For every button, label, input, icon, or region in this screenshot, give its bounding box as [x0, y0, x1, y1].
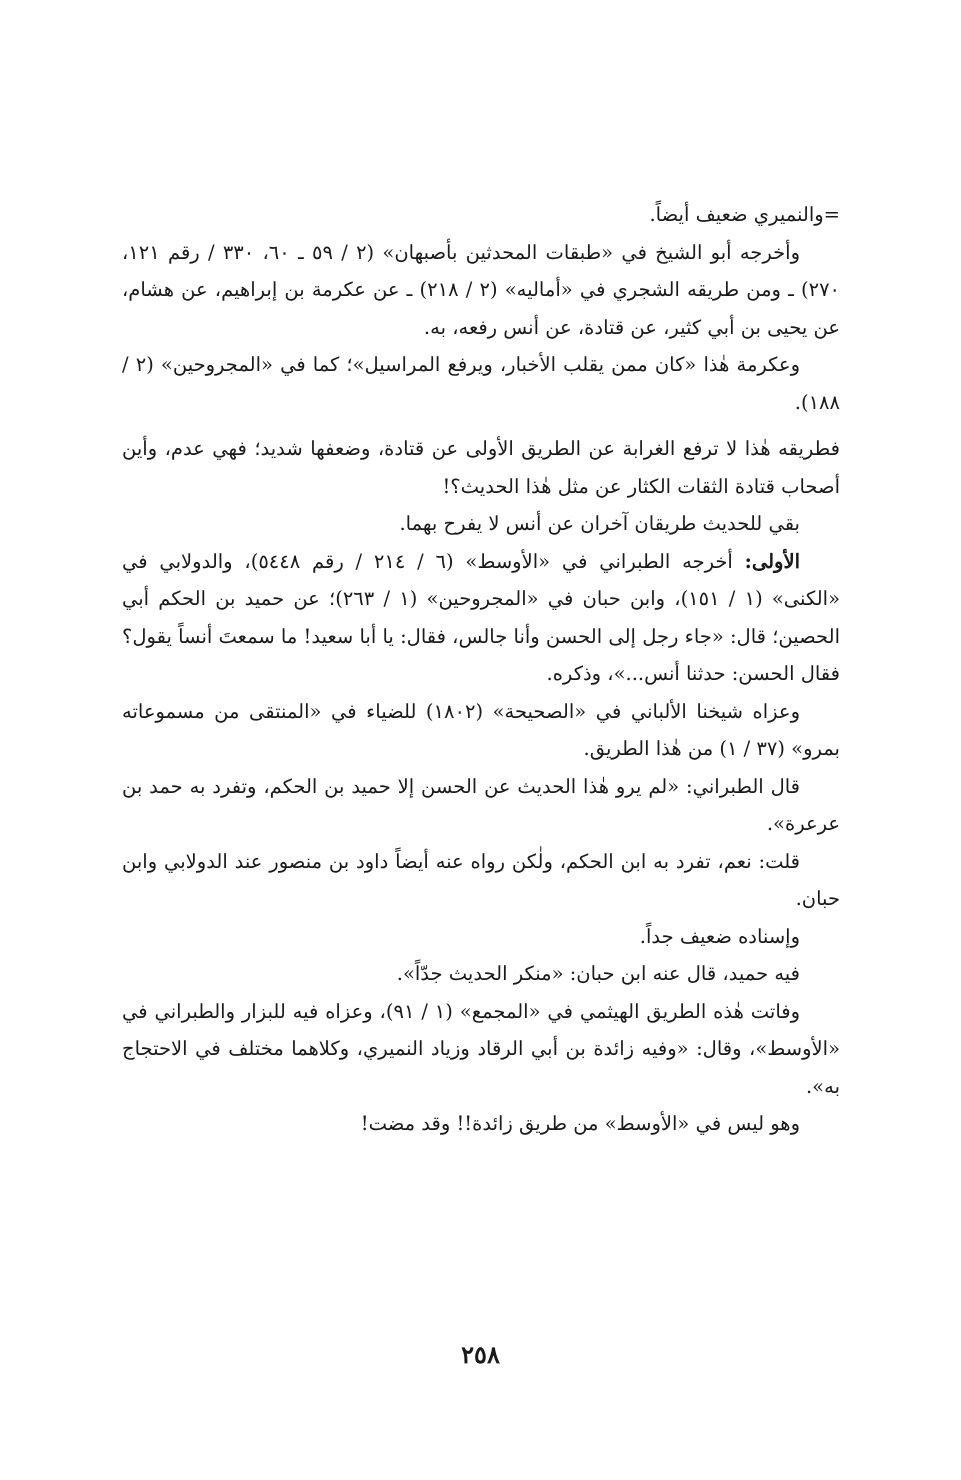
body-paragraph-4: وعزاه شيخنا الألباني في «الصحيحة» (١٨٠٢) للضياء في «المنتقى من مسموعاته بمرو» (٣٧ / ١) من هٰذا الطريق.: [122, 699, 840, 760]
body-paragraph-10: وهو ليس في «الأوسط» من طريق زائدة!! وقد مضت!: [360, 1112, 800, 1135]
body-paragraph-6: قلت: نعم، تفرد به ابن الحكم، ولٰكن رواه عنه أيضاً داود بن منصور عند الدولابي وابن حبان.: [122, 849, 840, 910]
body-paragraph-1: فطريقه هٰذا لا ترفع الغرابة عن الطريق الأولى عن قتادة، وضعفها شديد؛ فهي عدم، وأين أصحاب قتادة الثقات الكثار عن مثل هٰذا الحديث؟!: [122, 437, 840, 498]
body-paragraph-3: [122, 543, 840, 693]
body-paragraph-8: فيه حميد، قال عنه ابن حبان: «منكر الحديث جدّاً».: [396, 962, 800, 985]
body-paragraph-5: قال الطبراني: «لم يرو هٰذا الحديث عن الحسن إلا حميد بن الحكم، وتفرد به حمد بن عرعرة».: [122, 774, 840, 835]
body-paragraph-7: وإسناده ضعيف جداً.: [639, 924, 800, 948]
body-paragraph-9: وفاتت هٰذه الطريق الهيثمي في «المجمع» (١ / ٩١)، وعزاه فيه للبزار والطبراني في «الأوسط»، وقال: «وفيه زائدة بن أبي الرقاد وزياد النميري، وكلاهما مختلف في الاحتجاج به».: [122, 999, 840, 1098]
text-block: [122, 196, 840, 1143]
footnote-paragraph-1: =والنميري ضعيف أيضاً.: [649, 203, 840, 226]
paragraph-lead-word: الأولى:: [744, 549, 801, 573]
footnote-paragraph-2: وأخرجه أبو الشيخ في «طبقات المحدثين بأصبهان» (٢ / ٥٩ ـ ٦٠، ٣٣٠ / رقم ١٢١، ٢٧٠) ـ ومن طريقه الشجري في «أماليه» (٢ / ٢١٨) ـ عن عكرمة بن إبراهيم، عن هشام، عن يحيى بن أبي كثير، عن قتادة، عن أنس رفعه، به.: [122, 240, 841, 339]
footnote-paragraph-3: وعكرمة هٰذا «كان ممن يقلب الأخبار، ويرفع المراسيل»؛ كما في «المجروحين» (٢ / ١٨٨).: [122, 353, 840, 414]
paragraph-3-text: أخرجه الطبراني في «الأوسط» (٦ / ٢١٤ / رقم ٥٤٤٨)، والدولابي في «الكنى» (١ / ١٥١)، وابن حبان في «المجروحين» (١ / ٢٦٣)؛ عن حميد بن الحكم أبي الحصين؛ قال: «جاء رجل إلى الحسن وأنا جالس، فقال: يا أبا سعيد! ما سمعتَ أنساً يقول؟ فقال الحسن: حدثنا أنس...»، وذكره.: [122, 549, 841, 685]
page-number: ٢٥٨: [461, 1340, 500, 1369]
body-paragraph-2: بقي للحديث طريقان آخران عن أنس لا يفرح بهما.: [399, 512, 800, 535]
